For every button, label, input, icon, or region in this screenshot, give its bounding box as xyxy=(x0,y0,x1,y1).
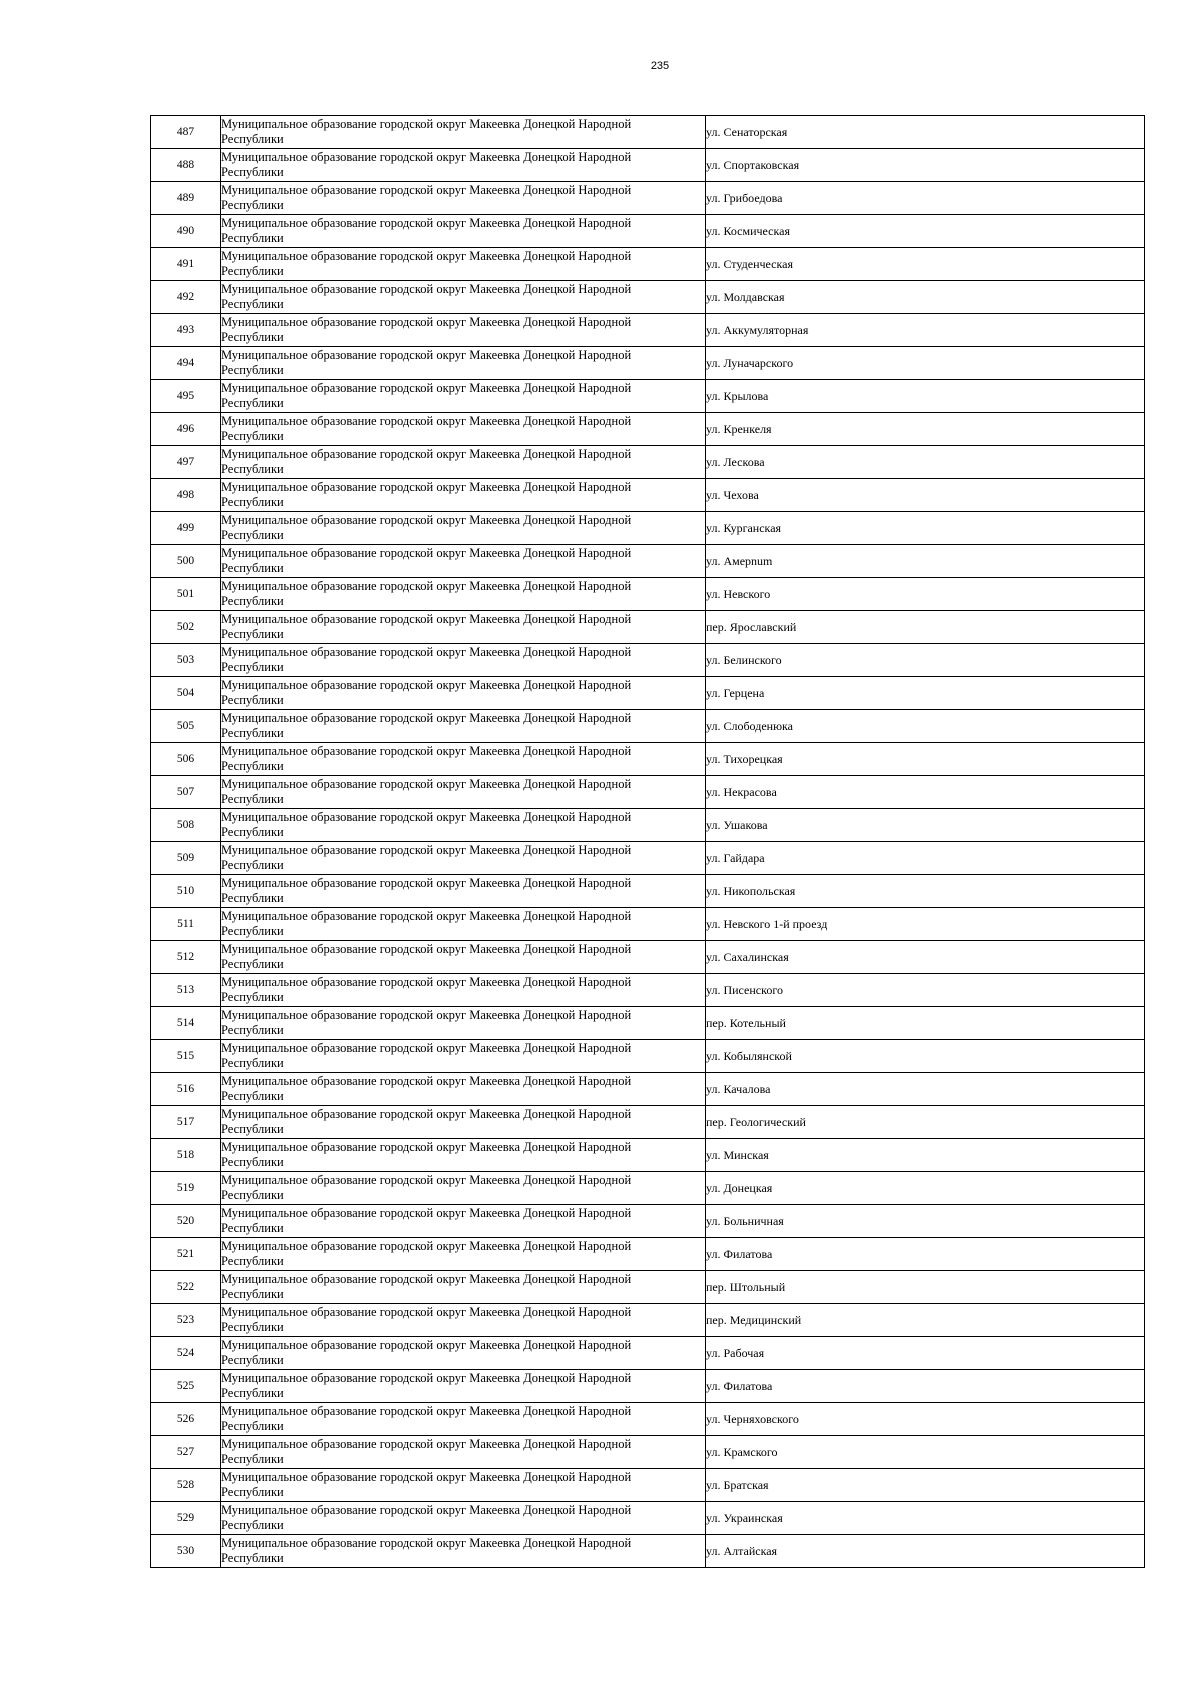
municipality-cell xyxy=(221,545,706,578)
row-number: 520 xyxy=(151,1205,221,1238)
row-number: 521 xyxy=(151,1238,221,1271)
table-row xyxy=(151,941,1145,974)
table-row xyxy=(151,875,1145,908)
municipality-line-1: Муниципальное образование городской округ Макеевка Донецкой Народной xyxy=(221,1206,632,1220)
municipality-line-1: Муниципальное образование городской округ Макеевка Донецкой Народной xyxy=(221,447,632,461)
municipality-cell xyxy=(221,710,706,743)
municipality-line-2: Республики xyxy=(221,1518,284,1532)
row-number: 512 xyxy=(151,941,221,974)
municipality-line-1: Муниципальное образование городской округ Макеевка Донецкой Народной xyxy=(221,579,632,593)
municipality-line-2: Республики xyxy=(221,165,284,179)
municipality-cell xyxy=(221,215,706,248)
municipality-line-1: Муниципальное образование городской округ Макеевка Донецкой Народной xyxy=(221,546,632,560)
municipality-line-1: Муниципальное образование городской округ Макеевка Донецкой Народной xyxy=(221,183,632,197)
row-number: 502 xyxy=(151,611,221,644)
street-name: пер. Котельный xyxy=(706,1007,1145,1040)
row-number: 489 xyxy=(151,182,221,215)
table-row xyxy=(151,512,1145,545)
municipality-cell xyxy=(221,644,706,677)
municipality-line-2: Республики xyxy=(221,1551,284,1565)
municipality-cell xyxy=(221,1271,706,1304)
municipality-line-2: Республики xyxy=(221,1254,284,1268)
row-number: 507 xyxy=(151,776,221,809)
municipality-cell xyxy=(221,116,706,149)
street-register-table xyxy=(150,115,1145,1568)
municipality-line-1: Муниципальное образование городской округ Макеевка Донецкой Народной xyxy=(221,1140,632,1154)
row-number: 525 xyxy=(151,1370,221,1403)
municipality-cell xyxy=(221,1106,706,1139)
table-row xyxy=(151,116,1145,149)
street-name: ул. Крылова xyxy=(706,380,1145,413)
municipality-line-2: Республики xyxy=(221,198,284,212)
municipality-cell xyxy=(221,1337,706,1370)
municipality-cell xyxy=(221,314,706,347)
municipality-line-2: Республики xyxy=(221,891,284,905)
municipality-line-2: Республики xyxy=(221,1452,284,1466)
municipality-line-2: Республики xyxy=(221,363,284,377)
street-name: ул. Ушакова xyxy=(706,809,1145,842)
street-name: ул. Гайдара xyxy=(706,842,1145,875)
row-number: 496 xyxy=(151,413,221,446)
municipality-line-2: Республики xyxy=(221,825,284,839)
row-number: 500 xyxy=(151,545,221,578)
municipality-cell xyxy=(221,1403,706,1436)
municipality-line-1: Муниципальное образование городской округ Макеевка Донецкой Народной xyxy=(221,117,632,131)
row-number: 528 xyxy=(151,1469,221,1502)
row-number: 506 xyxy=(151,743,221,776)
row-number: 513 xyxy=(151,974,221,1007)
row-number: 519 xyxy=(151,1172,221,1205)
municipality-line-1: Муниципальное образование городской округ Макеевка Донецкой Народной xyxy=(221,744,632,758)
municipality-line-2: Республики xyxy=(221,1089,284,1103)
row-number: 530 xyxy=(151,1535,221,1568)
municipality-cell xyxy=(221,776,706,809)
table-row xyxy=(151,1436,1145,1469)
municipality-line-1: Муниципальное образование городской округ Макеевка Донецкой Народной xyxy=(221,414,632,428)
street-name: ул. Черняховского xyxy=(706,1403,1145,1436)
table-row xyxy=(151,1403,1145,1436)
municipality-line-2: Республики xyxy=(221,264,284,278)
municipality-line-1: Муниципальное образование городской округ Макеевка Донецкой Народной xyxy=(221,1437,632,1451)
municipality-cell xyxy=(221,413,706,446)
street-name: ул. Братская xyxy=(706,1469,1145,1502)
municipality-cell xyxy=(221,974,706,1007)
table-row xyxy=(151,1172,1145,1205)
row-number: 505 xyxy=(151,710,221,743)
row-number: 501 xyxy=(151,578,221,611)
municipality-cell xyxy=(221,1436,706,1469)
municipality-line-1: Муниципальное образование городской округ Макеевка Донецкой Народной xyxy=(221,645,632,659)
municipality-cell xyxy=(221,1238,706,1271)
municipality-line-1: Муниципальное образование городской округ Макеевка Донецкой Народной xyxy=(221,1239,632,1253)
street-name: ул. Слободенюка xyxy=(706,710,1145,743)
municipality-line-1: Муниципальное образование городской округ Макеевка Донецкой Народной xyxy=(221,942,632,956)
municipality-line-1: Муниципальное образование городской округ Макеевка Донецкой Народной xyxy=(221,810,632,824)
municipality-line-2: Республики xyxy=(221,594,284,608)
municipality-line-2: Республики xyxy=(221,1419,284,1433)
municipality-cell xyxy=(221,875,706,908)
street-name: ул. Космическая xyxy=(706,215,1145,248)
municipality-line-2: Республики xyxy=(221,330,284,344)
municipality-line-2: Республики xyxy=(221,1122,284,1136)
municipality-line-2: Республики xyxy=(221,1056,284,1070)
street-name: ул. Минская xyxy=(706,1139,1145,1172)
table-row xyxy=(151,710,1145,743)
municipality-line-1: Муниципальное образование городской округ Макеевка Донецкой Народной xyxy=(221,480,632,494)
municipality-line-2: Республики xyxy=(221,495,284,509)
municipality-line-1: Муниципальное образование городской округ Макеевка Донецкой Народной xyxy=(221,1470,632,1484)
street-name: ул. Алтайская xyxy=(706,1535,1145,1568)
table-row xyxy=(151,314,1145,347)
row-number: 511 xyxy=(151,908,221,941)
municipality-cell xyxy=(221,941,706,974)
table-row xyxy=(151,1535,1145,1568)
street-name: пер. Геологический xyxy=(706,1106,1145,1139)
row-number: 518 xyxy=(151,1139,221,1172)
municipality-cell xyxy=(221,380,706,413)
municipality-line-1: Муниципальное образование городской округ Макеевка Донецкой Народной xyxy=(221,249,632,263)
municipality-cell xyxy=(221,1535,706,1568)
municipality-line-1: Муниципальное образование городской округ Макеевка Донецкой Народной xyxy=(221,678,632,692)
table-row xyxy=(151,644,1145,677)
municipality-line-1: Муниципальное образование городской округ Макеевка Донецкой Народной xyxy=(221,711,632,725)
municipality-cell xyxy=(221,347,706,380)
row-number: 504 xyxy=(151,677,221,710)
table-row xyxy=(151,1304,1145,1337)
page-number: 235 xyxy=(650,60,670,72)
street-name: ул. Спортаковская xyxy=(706,149,1145,182)
row-number: 517 xyxy=(151,1106,221,1139)
municipality-line-2: Республики xyxy=(221,726,284,740)
table-row xyxy=(151,347,1145,380)
street-name: ул. Кренкеля xyxy=(706,413,1145,446)
street-name: ул. Донецкая xyxy=(706,1172,1145,1205)
table-row xyxy=(151,776,1145,809)
municipality-line-2: Республики xyxy=(221,297,284,311)
table-row xyxy=(151,842,1145,875)
municipality-line-2: Республики xyxy=(221,429,284,443)
municipality-cell xyxy=(221,842,706,875)
table-row xyxy=(151,1205,1145,1238)
municipality-line-2: Республики xyxy=(221,660,284,674)
table-row xyxy=(151,413,1145,446)
street-name: ул. Невского 1-й проезд xyxy=(706,908,1145,941)
row-number: 529 xyxy=(151,1502,221,1535)
municipality-line-1: Муниципальное образование городской округ Макеевка Донецкой Народной xyxy=(221,876,632,890)
table-row xyxy=(151,1337,1145,1370)
row-number: 497 xyxy=(151,446,221,479)
municipality-line-2: Республики xyxy=(221,1155,284,1169)
municipality-line-1: Муниципальное образование городской округ Макеевка Донецкой Народной xyxy=(221,1305,632,1319)
municipality-line-1: Муниципальное образование городской округ Макеевка Донецкой Народной xyxy=(221,909,632,923)
row-number: 523 xyxy=(151,1304,221,1337)
municipality-line-2: Республики xyxy=(221,858,284,872)
table-row xyxy=(151,1469,1145,1502)
municipality-line-2: Республики xyxy=(221,561,284,575)
municipality-cell xyxy=(221,1502,706,1535)
table-row xyxy=(151,809,1145,842)
street-name: ул. Сахалинская xyxy=(706,941,1145,974)
municipality-line-2: Республики xyxy=(221,957,284,971)
municipality-line-1: Муниципальное образование городской округ Макеевка Донецкой Народной xyxy=(221,1536,632,1550)
municipality-cell xyxy=(221,1139,706,1172)
municipality-cell xyxy=(221,677,706,710)
municipality-cell xyxy=(221,611,706,644)
municipality-line-2: Республики xyxy=(221,1353,284,1367)
table-row xyxy=(151,248,1145,281)
table-row xyxy=(151,1040,1145,1073)
table-row xyxy=(151,545,1145,578)
municipality-line-2: Республики xyxy=(221,627,284,641)
table-row xyxy=(151,1139,1145,1172)
street-name: ул. Качалова xyxy=(706,1073,1145,1106)
street-name: пер. Медицинский xyxy=(706,1304,1145,1337)
street-name: ул. Невского xyxy=(706,578,1145,611)
municipality-line-2: Республики xyxy=(221,1188,284,1202)
municipality-line-1: Муниципальное образование городской округ Макеевка Донецкой Народной xyxy=(221,216,632,230)
row-number: 490 xyxy=(151,215,221,248)
street-name: ул. Крамского xyxy=(706,1436,1145,1469)
municipality-line-1: Муниципальное образование городской округ Макеевка Донецкой Народной xyxy=(221,1008,632,1022)
table-row xyxy=(151,1106,1145,1139)
municipality-cell xyxy=(221,1370,706,1403)
street-name: ул. Чехова xyxy=(706,479,1145,512)
table-row xyxy=(151,149,1145,182)
row-number: 498 xyxy=(151,479,221,512)
street-name: ул. Герцена xyxy=(706,677,1145,710)
municipality-line-2: Республики xyxy=(221,462,284,476)
municipality-line-2: Республики xyxy=(221,792,284,806)
street-name: пер. Ярославский xyxy=(706,611,1145,644)
street-name: пер. Штольный xyxy=(706,1271,1145,1304)
table-row xyxy=(151,380,1145,413)
municipality-cell xyxy=(221,446,706,479)
row-number: 491 xyxy=(151,248,221,281)
municipality-cell xyxy=(221,1073,706,1106)
municipality-cell xyxy=(221,1469,706,1502)
table-row xyxy=(151,908,1145,941)
municipality-cell xyxy=(221,149,706,182)
street-name: ул. Сенаторская xyxy=(706,116,1145,149)
row-number: 499 xyxy=(151,512,221,545)
municipality-line-2: Республики xyxy=(221,924,284,938)
street-name: ул. Курганская xyxy=(706,512,1145,545)
municipality-line-2: Республики xyxy=(221,1287,284,1301)
municipality-cell xyxy=(221,248,706,281)
municipality-line-2: Республики xyxy=(221,1485,284,1499)
municipality-line-1: Муниципальное образование городской округ Макеевка Донецкой Народной xyxy=(221,1074,632,1088)
municipality-line-1: Муниципальное образование городской округ Макеевка Донецкой Народной xyxy=(221,1503,632,1517)
municipality-line-2: Республики xyxy=(221,231,284,245)
municipality-line-1: Муниципальное образование городской округ Макеевка Донецкой Народной xyxy=(221,1041,632,1055)
table-row xyxy=(151,446,1145,479)
municipality-line-1: Муниципальное образование городской округ Макеевка Донецкой Народной xyxy=(221,1272,632,1286)
street-name: ул. Амерnum xyxy=(706,545,1145,578)
row-number: 493 xyxy=(151,314,221,347)
municipality-line-1: Муниципальное образование городской округ Макеевка Донецкой Народной xyxy=(221,843,632,857)
municipality-line-1: Муниципальное образование городской округ Макеевка Донецкой Народной xyxy=(221,1338,632,1352)
table-row xyxy=(151,215,1145,248)
street-name: ул. Рабочая xyxy=(706,1337,1145,1370)
municipality-line-2: Республики xyxy=(221,990,284,1004)
table-row xyxy=(151,1370,1145,1403)
street-name: ул. Украинская xyxy=(706,1502,1145,1535)
street-name: ул. Тихорецкая xyxy=(706,743,1145,776)
street-name: ул. Некрасова xyxy=(706,776,1145,809)
row-number: 488 xyxy=(151,149,221,182)
municipality-cell xyxy=(221,1172,706,1205)
street-name: ул. Студенческая xyxy=(706,248,1145,281)
municipality-line-2: Республики xyxy=(221,528,284,542)
table-row xyxy=(151,182,1145,215)
street-name: ул. Молдавская xyxy=(706,281,1145,314)
street-name: ул. Больничная xyxy=(706,1205,1145,1238)
municipality-line-1: Муниципальное образование городской округ Макеевка Донецкой Народной xyxy=(221,282,632,296)
table-body xyxy=(151,116,1145,1568)
municipality-line-1: Муниципальное образование городской округ Макеевка Донецкой Народной xyxy=(221,1173,632,1187)
municipality-cell xyxy=(221,809,706,842)
table-row xyxy=(151,578,1145,611)
municipality-cell xyxy=(221,182,706,215)
municipality-line-2: Республики xyxy=(221,132,284,146)
municipality-line-1: Муниципальное образование городской округ Макеевка Донецкой Народной xyxy=(221,513,632,527)
table-row xyxy=(151,1271,1145,1304)
street-name: ул. Писенского xyxy=(706,974,1145,1007)
table-row xyxy=(151,611,1145,644)
table-row xyxy=(151,974,1145,1007)
municipality-line-2: Республики xyxy=(221,1386,284,1400)
municipality-line-2: Республики xyxy=(221,1023,284,1037)
row-number: 516 xyxy=(151,1073,221,1106)
municipality-line-2: Республики xyxy=(221,759,284,773)
table-row xyxy=(151,1007,1145,1040)
street-name: ул. Никопольская xyxy=(706,875,1145,908)
street-name: ул. Белинского xyxy=(706,644,1145,677)
row-number: 503 xyxy=(151,644,221,677)
row-number: 494 xyxy=(151,347,221,380)
municipality-cell xyxy=(221,281,706,314)
row-number: 527 xyxy=(151,1436,221,1469)
row-number: 514 xyxy=(151,1007,221,1040)
street-name: ул. Филатова xyxy=(706,1370,1145,1403)
municipality-line-2: Республики xyxy=(221,1221,284,1235)
row-number: 526 xyxy=(151,1403,221,1436)
table-row xyxy=(151,281,1145,314)
municipality-line-2: Республики xyxy=(221,1320,284,1334)
municipality-line-1: Муниципальное образование городской округ Макеевка Донецкой Народной xyxy=(221,777,632,791)
municipality-line-1: Муниципальное образование городской округ Макеевка Донецкой Народной xyxy=(221,1404,632,1418)
municipality-line-1: Муниципальное образование городской округ Макеевка Донецкой Народной xyxy=(221,612,632,626)
row-number: 522 xyxy=(151,1271,221,1304)
municipality-line-1: Муниципальное образование городской округ Макеевка Донецкой Народной xyxy=(221,1371,632,1385)
table-row xyxy=(151,743,1145,776)
row-number: 509 xyxy=(151,842,221,875)
table-row xyxy=(151,1073,1145,1106)
row-number: 495 xyxy=(151,380,221,413)
municipality-cell xyxy=(221,1040,706,1073)
municipality-line-2: Республики xyxy=(221,396,284,410)
street-name: ул. Аккумуляторная xyxy=(706,314,1145,347)
municipality-cell xyxy=(221,908,706,941)
municipality-cell xyxy=(221,578,706,611)
row-number: 487 xyxy=(151,116,221,149)
street-name: ул. Филатова xyxy=(706,1238,1145,1271)
municipality-cell xyxy=(221,1007,706,1040)
table-row xyxy=(151,1238,1145,1271)
table-row xyxy=(151,479,1145,512)
municipality-line-1: Муниципальное образование городской округ Макеевка Донецкой Народной xyxy=(221,1107,632,1121)
row-number: 524 xyxy=(151,1337,221,1370)
table-row xyxy=(151,677,1145,710)
street-name: ул. Луначарского xyxy=(706,347,1145,380)
municipality-cell xyxy=(221,1205,706,1238)
municipality-line-1: Муниципальное образование городской округ Макеевка Донецкой Народной xyxy=(221,975,632,989)
municipality-line-1: Муниципальное образование городской округ Макеевка Донецкой Народной xyxy=(221,381,632,395)
municipality-cell xyxy=(221,1304,706,1337)
municipality-line-1: Муниципальное образование городской округ Макеевка Донецкой Народной xyxy=(221,348,632,362)
row-number: 492 xyxy=(151,281,221,314)
table-row xyxy=(151,1502,1145,1535)
municipality-cell xyxy=(221,479,706,512)
municipality-cell xyxy=(221,743,706,776)
municipality-line-1: Муниципальное образование городской округ Макеевка Донецкой Народной xyxy=(221,150,632,164)
street-name: ул. Кобылянской xyxy=(706,1040,1145,1073)
row-number: 508 xyxy=(151,809,221,842)
municipality-cell xyxy=(221,512,706,545)
municipality-line-2: Республики xyxy=(221,693,284,707)
municipality-line-1: Муниципальное образование городской округ Макеевка Донецкой Народной xyxy=(221,315,632,329)
row-number: 515 xyxy=(151,1040,221,1073)
row-number: 510 xyxy=(151,875,221,908)
street-name: ул. Грибоедова xyxy=(706,182,1145,215)
street-name: ул. Лескова xyxy=(706,446,1145,479)
